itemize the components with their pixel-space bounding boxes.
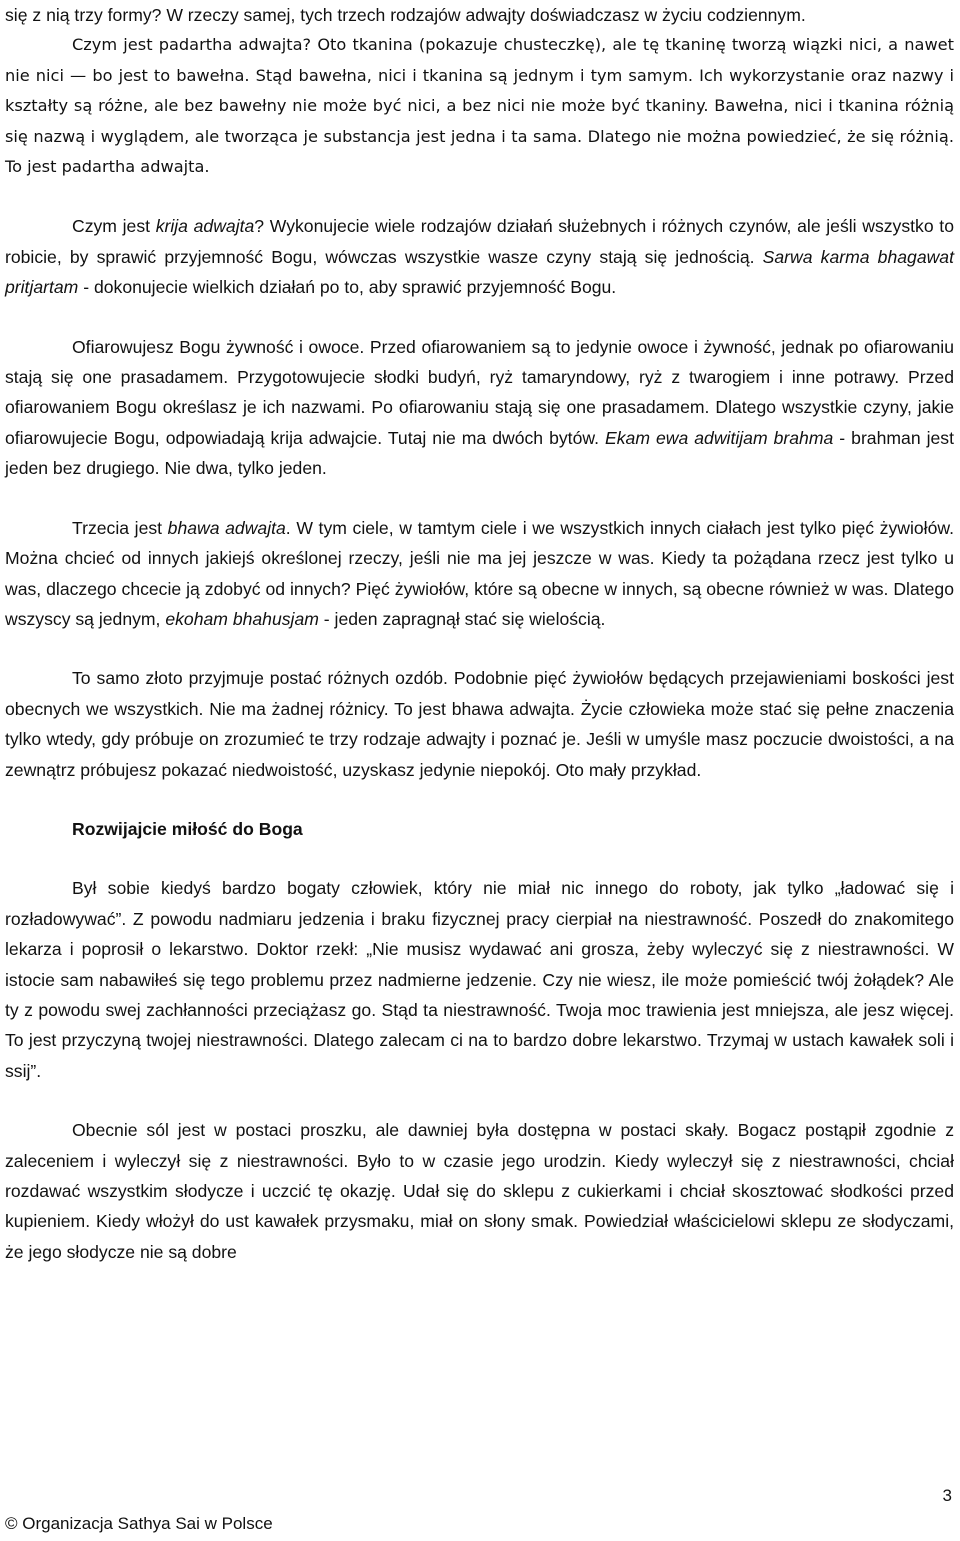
paragraph <box>5 0 954 30</box>
text-run: się z nią trzy formy? W rzeczy samej, tych trzech rodzajów adwajty doświadczasz w życiu codziennym. <box>5 5 806 25</box>
text-run: Trzecia jest <box>72 517 168 538</box>
text-run: - brahman jest jeden bez drugiego. Nie dwa, tylko jeden. <box>5 427 954 479</box>
footer-organization: © Organizacja Sathya Sai w Polsce <box>5 1514 273 1533</box>
italic-term: Sarwa karma bhagawat pritjartam <box>5 246 954 298</box>
text-run: Obecnie sól jest w postaci proszku, ale dawniej była dostępna w postaci skały. Bogacz postąpił zgodnie z zaleceniem i wyleczył się z niestrawności. Było to w czasie jego urodzin. Kiedy wyleczył się z niestrawności, chciał rozdawać wszystkim słodycze i uczcić tę okazję. Udał się do sklepu z cukierkami i chciał skosztować słodkości przed kupieniem. Kiedy włożył do ust kawałek przysmaku, miał on słony smak. Powiedział właścicielowi sklepu ze słodyczami, że jego słodycze nie są dobre <box>5 1120 954 1262</box>
paragraph <box>5 663 954 785</box>
text-run: ? Wykonujecie wiele rodzajów działań służebnych i różnych czynów, ale jeśli wszystko to robicie, by sprawić przyjemność Bogu, wówczas wszystkie wasze czyny stają się jednością. <box>5 216 954 267</box>
body-text-bottom <box>5 873 954 1267</box>
text-run: Czym jest padartha adwajta? Oto tkanina (pokazuje chusteczkę), ale tę tkaninę tworzą wiązki nici, a nawet nie nici — bo jest to bawełna. Stąd bawełna, nici i tkanina są jednym i tym samym. Ich wykorzystanie oraz nazwy i kształty są różne, ale bez bawełny nie może być nici, a bez nici nie może być tkaniny. Bawełna, nici i tkanina różnią się nazwą i wyglądem, ale tworząca je substancja jest jedna i ta sama. Dlatego nie można powiedzieć, że się różnią. To jest padartha adwajta. <box>5 35 954 177</box>
spacer <box>5 1086 954 1115</box>
text-run: Czym jest <box>72 216 156 237</box>
paragraph <box>5 873 954 1086</box>
section-heading: Rozwijajcie miłość do Boga <box>72 818 303 839</box>
text-run: - jeden zapragnął stać się wielością. <box>318 608 606 629</box>
paragraph <box>5 30 954 182</box>
paragraph <box>5 513 954 635</box>
text-run: Ofiarowujesz Bogu żywność i owoce. Przed ofiarowaniem są to jedynie owoce i żywność, jednak po ofiarowaniu stają się one prasadamem. Przygotowujecie słodki budyń, ryż tamaryndowy, ryż z twarogiem i inne potrawy. Przed ofiarowaniem Bogu określasz je ich nazwami. Po ofiarowaniu stają się one prasadamem. Dlatego wszystkie czyny, jakie ofiarowujecie Bogu, odpowiadają krija adwajcie. Tutaj nie ma dwóch bytów. <box>5 336 954 448</box>
page-footer <box>5 1486 954 1536</box>
text-run: To samo złoto przyjmuje postać różnych ozdób. Podobnie pięć żywiołów będących przejawieniami boskości jest obecnych we wszystkich. Nie ma żadnej różnicy. To jest bhawa adwajta. Życie człowieka może stać się pełne znaczenia tylko wtedy, gdy próbuje on zrozumieć te trzy rodzaje adwajty i poznać je. Jeśli w umyśle masz poczucie dwoistości, a na zewnątrz próbujesz pokazać niedwoistość, uzyskasz jedynie niepokój. Oto mały przykład. <box>5 668 954 780</box>
spacer <box>5 844 954 873</box>
text-run: Był sobie kiedyś bardzo bogaty człowiek, który nie miał nic innego do roboty, jak tylko „ładować się i rozładowywać”. Z powodu nadmiaru jedzenia i braku fizycznej pracy cierpiał na niestrawność. Poszedł do znakomitego lekarza i poprosił o lekarstwo. Doktor rzekł: „Nie musisz wydawać ani grosza, żeby wyleczyć się z niestrawności. W istocie sam nabawiłeś się tego problemu przez nadmierne jedzenie. Czy nie wiesz, ile może pomieścić twój żołądek? Ale ty z powodu swej zachłanności przeciążasz go. Stąd ta niestrawność. Twoja moc trawienia jest mniejsza, ale jesz więcej. To jest przyczyną twojej niestrawności. Dlatego zalecam ci na to bardzo dobre lekarstwo. Trzymaj w ustach kawałek soli i ssij”. <box>5 878 954 1081</box>
paragraph <box>5 211 954 302</box>
page-number: 3 <box>942 1486 952 1505</box>
paragraph <box>5 332 954 484</box>
italic-term: ekoham bhahusjam <box>165 608 319 629</box>
text-run: . W tym ciele, w tamtym ciele i we wszystkich innych ciałach jest tylko pięć żywiołów. Można chcieć od innych jakiejś określonej rzeczy, jeśli nie ma jej jeszcze w was. Kiedy ta pożądana rzecz jest tylko u was, dlaczego chcecie ją zdobyć od innych? Pięć żywiołów, które są obecne w innych, są obecne również w was. Dlatego wszyscy są jednym, <box>5 517 954 629</box>
text-run: - dokonujecie wielkich działań po to, aby sprawić przyjemność Bogu. <box>78 277 617 298</box>
spacer <box>5 182 954 211</box>
spacer <box>5 303 954 332</box>
spacer <box>5 484 954 513</box>
spacer <box>5 634 954 663</box>
paragraph <box>5 1115 954 1267</box>
italic-term: Ekam ewa adwitijam brahma <box>605 427 834 448</box>
spacer <box>5 785 954 814</box>
italic-term: krija adwajta <box>155 216 255 237</box>
italic-term: bhawa adwajta <box>167 517 286 538</box>
body-text-top <box>5 0 954 785</box>
